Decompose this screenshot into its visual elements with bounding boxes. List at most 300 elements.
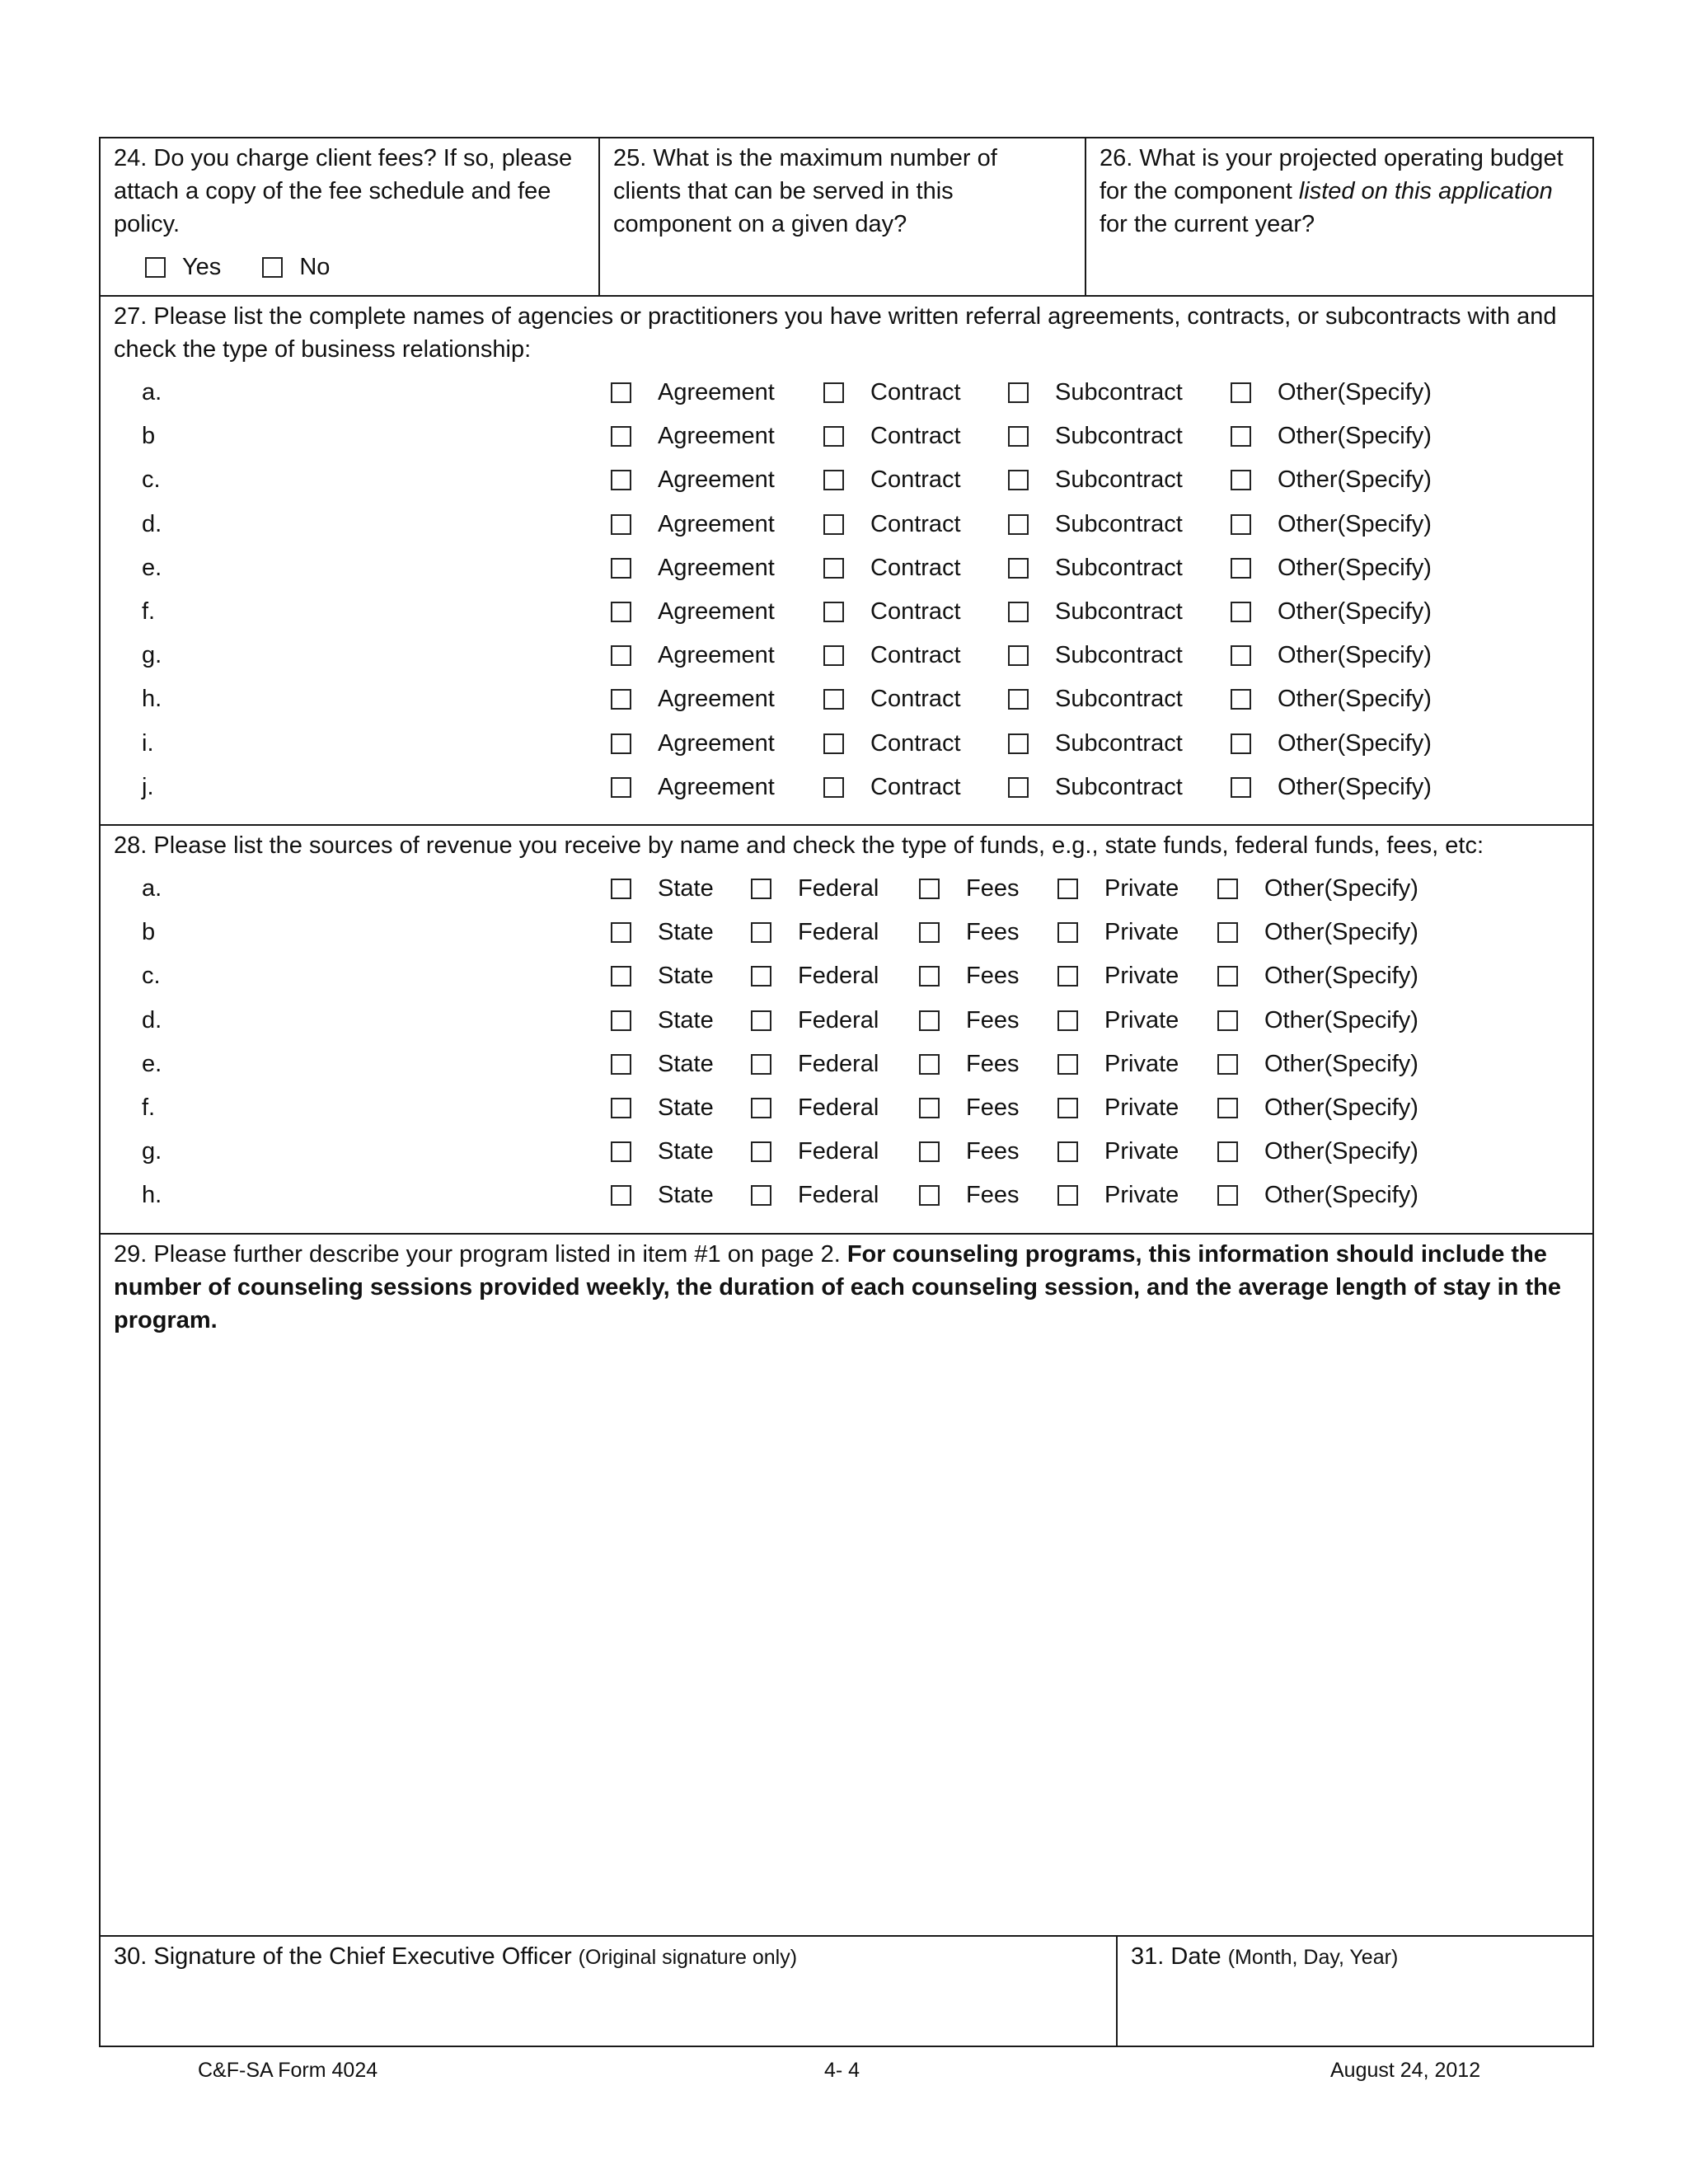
referral-option [1231,379,1445,406]
revenue-row [114,867,1484,911]
revenue-option-checkbox[interactable] [919,1054,940,1075]
revenue-option [919,919,1057,946]
yes-label: Yes [182,254,222,280]
referral-row-options [611,423,1445,450]
referral-option-label: Agreement [658,642,775,669]
referral-option [1231,598,1445,626]
revenue-option-label: Private [1104,1006,1179,1033]
referral-option [1231,686,1445,713]
referral-option-checkbox[interactable] [823,689,844,710]
revenue-option-checkbox[interactable] [1217,1010,1238,1031]
revenue-option-checkbox[interactable] [1217,1098,1238,1118]
revenue-option-checkbox[interactable] [919,1141,940,1162]
referral-option-checkbox[interactable] [1008,558,1029,579]
referral-option [1231,555,1445,582]
referral-row-label: j. [142,773,154,800]
referral-option [1008,466,1231,494]
referral-option-checkbox[interactable] [1231,733,1251,754]
revenue-option-label: State [658,875,714,902]
date-note: (Month, Day, Year) [1227,1946,1399,1969]
referral-option-label: Other(Specify) [1278,379,1432,406]
referral-option-label: Other(Specify) [1278,554,1432,581]
revenue-option-checkbox[interactable] [751,966,771,987]
revenue-option [751,1051,919,1078]
revenue-option-checkbox[interactable] [1217,922,1238,943]
revenue-row [114,999,1484,1043]
revenue-option-label: Other(Specify) [1264,875,1418,902]
revenue-option [919,875,1057,902]
referral-option-label: Other(Specify) [1278,466,1432,494]
referral-option-checkbox[interactable] [823,645,844,666]
revenue-option [1057,963,1217,990]
referral-row [114,415,1579,458]
referral-option-checkbox[interactable] [611,558,631,579]
revenue-option [1217,1138,1432,1165]
question-27-text: 27. Please list the complete names of agencies or practitioners you have written referral agreements, contracts, or subcontracts with and check the type of business relationship: [114,303,1557,363]
referral-option-label: Agreement [658,686,775,713]
revenue-option-label: Federal [798,875,879,902]
referral-option-checkbox[interactable] [1231,426,1251,447]
revenue-option-checkbox[interactable] [1217,1185,1238,1206]
referral-option [1008,598,1231,626]
referral-option-checkbox[interactable] [823,733,844,754]
revenue-option-label: Fees [966,1094,1020,1122]
revenue-option-checkbox[interactable] [1057,1141,1078,1162]
referral-option [1231,511,1445,538]
revenue-option-label: Federal [798,919,879,946]
revenue-option-label: Private [1104,875,1179,902]
referral-option-checkbox[interactable] [1008,426,1029,447]
referral-option [611,598,823,626]
referral-option-checkbox[interactable] [611,426,631,447]
referral-option-label: Subcontract [1055,510,1183,537]
referral-row-options [611,642,1445,669]
revenue-option [919,1182,1057,1209]
referral-row [114,503,1579,546]
question-28-list [114,867,1484,1218]
referral-option [1008,423,1231,450]
revenue-option [751,1182,919,1209]
revenue-option [751,1138,919,1165]
referral-option-checkbox[interactable] [823,470,844,490]
revenue-option-checkbox[interactable] [751,879,771,899]
revenue-option-checkbox[interactable] [611,1141,631,1162]
referral-option-label: Agreement [658,379,775,406]
revenue-row-options [611,1182,1432,1209]
revenue-option-label: State [658,1094,714,1122]
revenue-option-checkbox[interactable] [611,922,631,943]
referral-option-checkbox[interactable] [1008,382,1029,403]
referral-option-checkbox[interactable] [1231,470,1251,490]
referral-option-label: Contract [870,729,961,757]
application-form [99,137,1594,2047]
revenue-option-label: Other(Specify) [1264,963,1418,990]
revenue-option-checkbox[interactable] [919,879,940,899]
referral-option [823,774,1008,801]
referral-option-checkbox[interactable] [611,777,631,798]
referral-row-options [611,466,1445,494]
revenue-option-label: Federal [798,1094,879,1122]
referral-option [1231,774,1445,801]
revenue-option [1217,1007,1432,1034]
referral-option-label: Contract [870,554,961,581]
revenue-option-checkbox[interactable] [751,1141,771,1162]
revenue-option [1217,1182,1432,1209]
revenue-option-checkbox[interactable] [919,922,940,943]
revenue-option [611,919,751,946]
referral-row-label: c. [142,466,161,494]
referral-option [823,379,1008,406]
no-checkbox[interactable] [262,257,283,278]
date-cell[interactable] [1116,1937,1592,2046]
referral-row-options [611,774,1445,801]
referral-option-label: Other(Specify) [1278,423,1432,450]
revenue-option [1217,875,1432,902]
revenue-option-checkbox[interactable] [1057,966,1078,987]
referral-option-label: Subcontract [1055,773,1183,800]
referral-option-checkbox[interactable] [1008,602,1029,622]
revenue-option [611,1138,751,1165]
referral-option-checkbox[interactable] [1008,470,1029,490]
referral-option-label: Contract [870,598,961,626]
referral-option-checkbox[interactable] [823,602,844,622]
signature-cell[interactable] [101,1937,1116,2046]
revenue-option [611,875,751,902]
referral-option-label: Subcontract [1055,379,1183,406]
revenue-option-label: Fees [966,1006,1020,1033]
revenue-row-options [611,1138,1432,1165]
revenue-option-checkbox[interactable] [611,966,631,987]
referral-option [1008,730,1231,757]
revenue-option [919,1138,1057,1165]
revenue-option [919,1007,1057,1034]
referral-row [114,458,1579,502]
revenue-option [611,1094,751,1122]
referral-option [611,423,823,450]
referral-row [114,766,1579,809]
referral-option-checkbox[interactable] [1008,733,1029,754]
revenue-option [751,963,919,990]
referral-option-label: Other(Specify) [1278,773,1432,800]
date-label: 31. Date [1131,1943,1228,1970]
referral-option [1231,466,1445,494]
revenue-row-label: d. [142,1006,162,1033]
revenue-option [751,1007,919,1034]
revenue-option-label: Fees [966,963,1020,990]
referral-row [114,634,1579,677]
referral-option [1008,774,1231,801]
revenue-option-label: Fees [966,875,1020,902]
referral-option [1008,511,1231,538]
referral-option-label: Subcontract [1055,423,1183,450]
referral-option-checkbox[interactable] [1231,558,1251,579]
referral-option-label: Subcontract [1055,598,1183,626]
referral-option [823,686,1008,713]
referral-option-label: Agreement [658,554,775,581]
revenue-option [1217,963,1432,990]
revenue-option-label: State [658,919,714,946]
revenue-option-checkbox[interactable] [919,1010,940,1031]
footer-form-id: C&F-SA Form 4024 [198,2059,378,2082]
no-option [262,251,330,284]
referral-row [114,371,1579,415]
referral-option-label: Other(Specify) [1278,642,1432,669]
revenue-row [114,1086,1484,1130]
revenue-option-checkbox[interactable] [1057,879,1078,899]
revenue-option-checkbox[interactable] [1217,879,1238,899]
referral-option-label: Contract [870,773,961,800]
revenue-option [751,875,919,902]
revenue-option-checkbox[interactable] [1057,922,1078,943]
referral-option-checkbox[interactable] [823,777,844,798]
revenue-row-options [611,919,1432,946]
revenue-option-label: Federal [798,1138,879,1165]
referral-option-checkbox[interactable] [1231,777,1251,798]
referral-option [1008,686,1231,713]
revenue-option [1217,919,1432,946]
revenue-option-checkbox[interactable] [1057,1098,1078,1118]
referral-option-label: Agreement [658,466,775,494]
question-27-list [114,371,1579,809]
revenue-option-label: Other(Specify) [1264,1182,1418,1209]
referral-option-checkbox[interactable] [823,382,844,403]
revenue-option [1057,875,1217,902]
referral-row-label: d. [142,510,162,537]
referral-option [611,642,823,669]
referral-option [823,511,1008,538]
question-26-text [1100,142,1579,241]
referral-option-checkbox[interactable] [1231,514,1251,535]
signature-note: (Original signature only) [578,1946,798,1969]
revenue-row-options [611,963,1432,990]
revenue-option [1057,1182,1217,1209]
question-24-text: 24. Do you charge client fees? If so, please attach a copy of the fee schedule and fee policy. [114,145,573,237]
revenue-option-label: State [658,1182,714,1209]
revenue-option-label: State [658,1050,714,1077]
revenue-option-checkbox[interactable] [751,922,771,943]
revenue-option-checkbox[interactable] [751,1185,771,1206]
referral-row-label: g. [142,642,162,669]
question-24-cell [101,138,598,295]
revenue-option [919,1094,1057,1122]
referral-option [1231,730,1445,757]
referral-option-label: Other(Specify) [1278,598,1432,626]
revenue-row-label: f. [142,1094,156,1122]
revenue-option-label: Other(Specify) [1264,1050,1418,1077]
referral-row-options [611,511,1445,538]
row-question-28 [101,826,1592,1235]
revenue-row-options [611,1007,1432,1034]
revenue-option-checkbox[interactable] [611,1054,631,1075]
revenue-option-label: Other(Specify) [1264,919,1418,946]
revenue-option [611,1051,751,1078]
revenue-row [114,1174,1484,1217]
revenue-row [114,954,1484,998]
revenue-option-checkbox[interactable] [751,1010,771,1031]
referral-option-checkbox[interactable] [611,470,631,490]
referral-option-checkbox[interactable] [823,558,844,579]
referral-option-checkbox[interactable] [1008,689,1029,710]
referral-option [1008,379,1231,406]
revenue-option-checkbox[interactable] [1057,1010,1078,1031]
referral-option-checkbox[interactable] [611,645,631,666]
referral-row-label: e. [142,554,162,581]
revenue-option-checkbox[interactable] [1217,966,1238,987]
referral-option-checkbox[interactable] [823,514,844,535]
revenue-option-label: Private [1104,1182,1179,1209]
revenue-option [919,963,1057,990]
referral-option [823,598,1008,626]
revenue-option-label: Federal [798,1182,879,1209]
question-26-text-end: for the current year? [1100,211,1315,237]
revenue-option [1057,1007,1217,1034]
revenue-row-label: e. [142,1050,162,1077]
referral-option-checkbox[interactable] [1008,777,1029,798]
question-25-text: 25. What is the maximum number of clients that can be served in this component on a given day? [613,145,997,237]
referral-row-options [611,555,1445,582]
referral-option-checkbox[interactable] [611,689,631,710]
referral-row-label: i. [142,729,154,757]
referral-option [823,555,1008,582]
referral-option-label: Other(Specify) [1278,729,1432,757]
revenue-option-checkbox[interactable] [611,1185,631,1206]
revenue-option-checkbox[interactable] [1057,1185,1078,1206]
referral-option-label: Contract [870,642,961,669]
referral-option-label: Agreement [658,598,775,626]
revenue-option [1057,1094,1217,1122]
revenue-option-checkbox[interactable] [611,1098,631,1118]
referral-option [823,423,1008,450]
revenue-option-label: Private [1104,1138,1179,1165]
revenue-option-label: Fees [966,919,1020,946]
referral-option-checkbox[interactable] [1231,645,1251,666]
referral-option [611,774,823,801]
question-25-cell[interactable] [598,138,1085,295]
referral-option-checkbox[interactable] [1231,602,1251,622]
revenue-option-label: Private [1104,1050,1179,1077]
referral-option [611,686,823,713]
question-26-cell[interactable] [1085,138,1592,295]
revenue-row [114,911,1484,954]
referral-row [114,590,1579,634]
referral-option-label: Subcontract [1055,466,1183,494]
referral-row-options [611,730,1445,757]
revenue-row-label: h. [142,1182,162,1209]
revenue-option-label: Private [1104,919,1179,946]
referral-option-checkbox[interactable] [1231,382,1251,403]
revenue-option [1217,1094,1432,1122]
referral-row-label: a. [142,379,162,406]
question-26-text-start: 26. What is your projected operating budget for the component [1100,145,1564,204]
footer-page-number: 4- 4 [824,2059,860,2082]
referral-option-checkbox[interactable] [611,514,631,535]
revenue-option-label: Federal [798,963,879,990]
question-26-text-italic: listed on this application [1298,178,1553,204]
referral-option [611,555,823,582]
revenue-option-checkbox[interactable] [919,1098,940,1118]
revenue-option-label: Federal [798,1050,879,1077]
revenue-option-checkbox[interactable] [919,966,940,987]
row-question-29 [101,1235,1592,1937]
revenue-option-label: Other(Specify) [1264,1094,1418,1122]
referral-option-label: Other(Specify) [1278,510,1432,537]
referral-option [823,642,1008,669]
referral-option-label: Agreement [658,773,775,800]
revenue-option-label: State [658,1138,714,1165]
revenue-option-checkbox[interactable] [751,1054,771,1075]
referral-option-checkbox[interactable] [611,602,631,622]
revenue-option-label: Private [1104,1094,1179,1122]
revenue-option-label: Private [1104,963,1179,990]
revenue-option-checkbox[interactable] [1057,1054,1078,1075]
referral-option-checkbox[interactable] [1008,645,1029,666]
revenue-option-checkbox[interactable] [1217,1141,1238,1162]
no-label: No [299,254,331,280]
referral-option [611,466,823,494]
revenue-row-label: b [142,919,156,946]
revenue-option [751,919,919,946]
footer-date: August 24, 2012 [1330,2059,1481,2082]
question-24-options [114,251,585,284]
question-28-section [101,826,1497,1233]
referral-option-label: Contract [870,379,961,406]
referral-option-label: Contract [870,466,961,494]
referral-row-label: f. [142,598,156,626]
revenue-row-options [611,1094,1432,1122]
referral-option-label: Agreement [658,510,775,537]
referral-row [114,722,1579,766]
revenue-option [611,1007,751,1034]
referral-option-checkbox[interactable] [823,426,844,447]
revenue-row [114,1130,1484,1174]
revenue-option [919,1051,1057,1078]
revenue-option-checkbox[interactable] [611,1010,631,1031]
signature-label: 30. Signature of the Chief Executive Officer [114,1943,579,1970]
yes-option [145,251,221,284]
referral-option [1008,555,1231,582]
revenue-option-checkbox[interactable] [919,1185,940,1206]
referral-row-label: b [142,423,156,450]
revenue-option [1057,919,1217,946]
revenue-option-label: Other(Specify) [1264,1138,1418,1165]
revenue-option [611,963,751,990]
revenue-row-options [611,875,1432,902]
referral-option-checkbox[interactable] [1008,514,1029,535]
referral-option-checkbox[interactable] [611,382,631,403]
referral-option-label: Contract [870,686,961,713]
revenue-option [1057,1051,1217,1078]
question-29-text-bold: For counseling programs, this information should include the number of counseling sessions provided weekly, the duration of each counseling session, and the average length of stay in the program. [114,1241,1561,1333]
referral-row-options [611,598,1445,626]
referral-row [114,677,1579,721]
referral-option-checkbox[interactable] [611,733,631,754]
revenue-row-label: a. [142,875,162,902]
question-29-section[interactable] [101,1235,1592,1935]
revenue-option-checkbox[interactable] [751,1098,771,1118]
question-27-section [101,297,1592,824]
referral-option-checkbox[interactable] [1231,689,1251,710]
revenue-option-label: State [658,1006,714,1033]
yes-checkbox[interactable] [145,257,166,278]
revenue-option-label: Fees [966,1050,1020,1077]
row-question-27 [101,297,1592,826]
referral-option-label: Subcontract [1055,554,1183,581]
referral-option [611,511,823,538]
question-29-text [114,1238,1579,1337]
revenue-option-checkbox[interactable] [611,879,631,899]
revenue-option-checkbox[interactable] [1217,1054,1238,1075]
referral-option-label: Other(Specify) [1278,686,1432,713]
